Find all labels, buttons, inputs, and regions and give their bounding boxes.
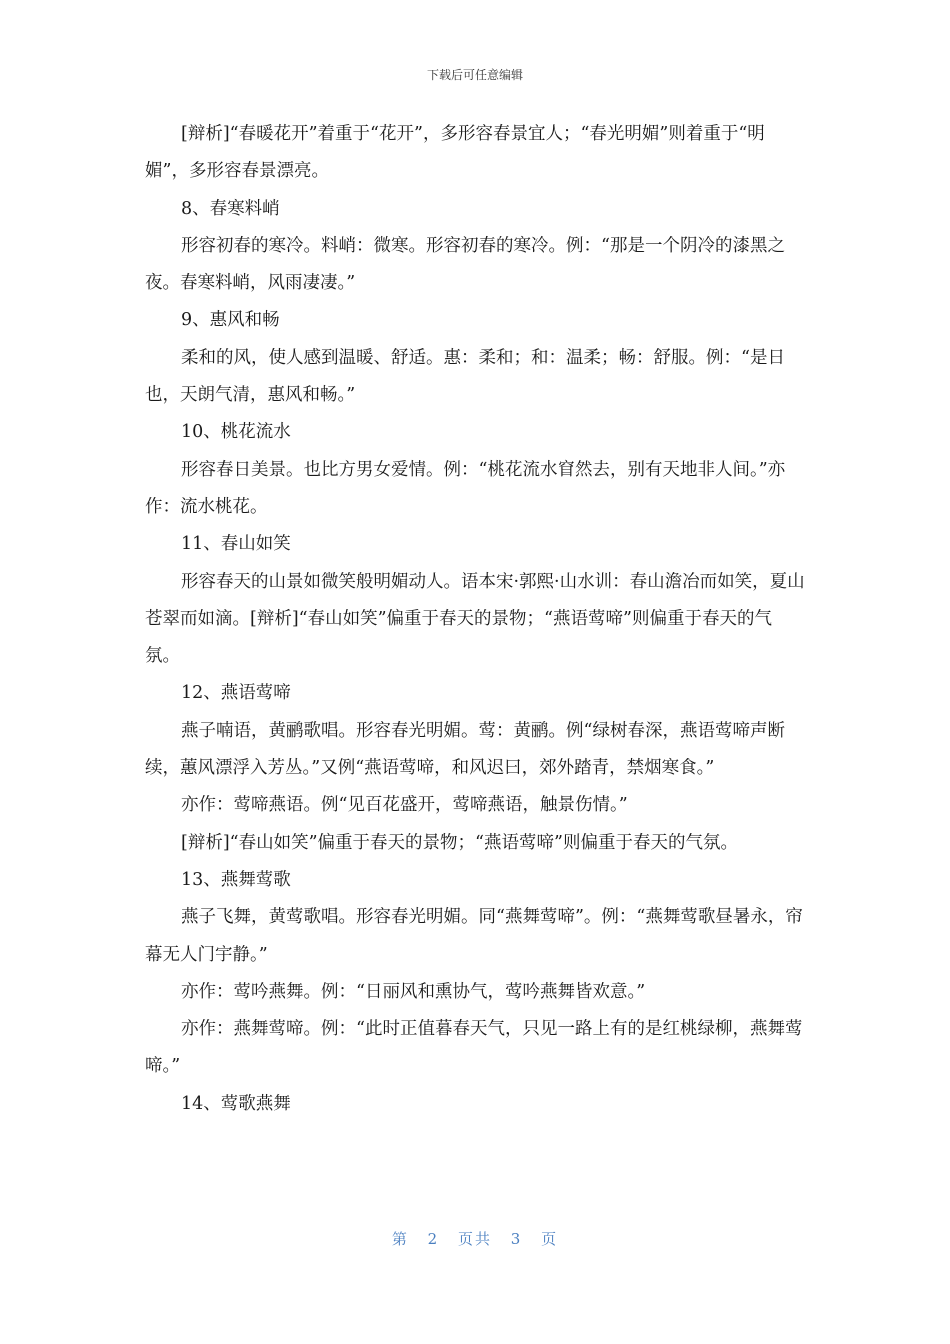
paragraph: 形容初春的寒冷。料峭：微寒。形容初春的寒冷。例：“那是一个阴冷的漆黑之夜。春寒料峭，风雨凄凄。” <box>145 235 785 294</box>
entry-heading: 14、莺歌燕舞 <box>181 1093 291 1114</box>
page-footer: 第 2 页共 3 页 <box>391 1230 559 1248</box>
paragraph: 形容春日美景。也比方男女爱情。例：“桃花流水窅然去，别有天地非人间。”亦作：流水桃花。 <box>145 459 786 517</box>
entry-heading: 10、桃花流水 <box>181 422 291 443</box>
entry-heading: 13、燕舞莺歌 <box>181 869 291 890</box>
entry-heading: 9、惠风和畅 <box>181 310 280 331</box>
page-header: 下载后可任意编辑 <box>426 68 523 82</box>
document-body <box>145 116 805 1123</box>
paragraph: 亦作：燕舞莺啼。例：“此时正值暮春天气，只见一路上有的是红桃绿柳，燕舞莺啼。” <box>145 1019 803 1077</box>
entry-heading: 8、春寒料峭 <box>181 198 280 219</box>
paragraph: [辩析]“春山如笑”偏重于春天的景物；“燕语莺啼”则偏重于春天的气氛。 <box>181 832 738 853</box>
paragraph: 亦作：莺啼燕语。例“见百花盛开，莺啼燕语，触景伤情。” <box>181 795 628 816</box>
paragraph: 亦作：莺吟燕舞。例：“日丽风和熏协气，莺吟燕舞皆欢意。” <box>181 981 646 1002</box>
entry-heading: 11、春山如笑 <box>181 534 291 555</box>
paragraph: 燕子飞舞，黄莺歌唱。形容春光明媚。同“燕舞莺啼”。例：“燕舞莺歌昼暑永，帘幕无人门宇静。” <box>145 907 803 965</box>
paragraph: 形容春天的山景如微笑般明媚动人。语本宋·郭熙·山水训：春山澹冶而如笑，夏山苍翠而如滴。[辩析]“春山如笑”偏重于春天的景物；“燕语莺啼”则偏重于春天的气氛。 <box>145 571 805 667</box>
paragraph: 燕子喃语，黄鹂歌唱。形容春光明媚。莺：黄鹂。例“绿树春深，燕语莺啼声断续，蕙风漂浮入芳丛。”又例“燕语莺啼，和风迟曰，郊外踏青，禁烟寒食。” <box>145 720 785 779</box>
paragraph: 柔和的风，使人感到温暖、舒适。惠：柔和；和：温柔；畅：舒服。例：“是日也，天朗气清，惠风和畅。” <box>145 347 785 406</box>
entry-heading: 12、燕语莺啼 <box>181 683 291 704</box>
paragraph: [辩析]“春暖花开”着重于“花开”，多形容春景宜人；“春光明媚”则着重于“明媚”，多形容春景漂亮。 <box>145 124 765 182</box>
